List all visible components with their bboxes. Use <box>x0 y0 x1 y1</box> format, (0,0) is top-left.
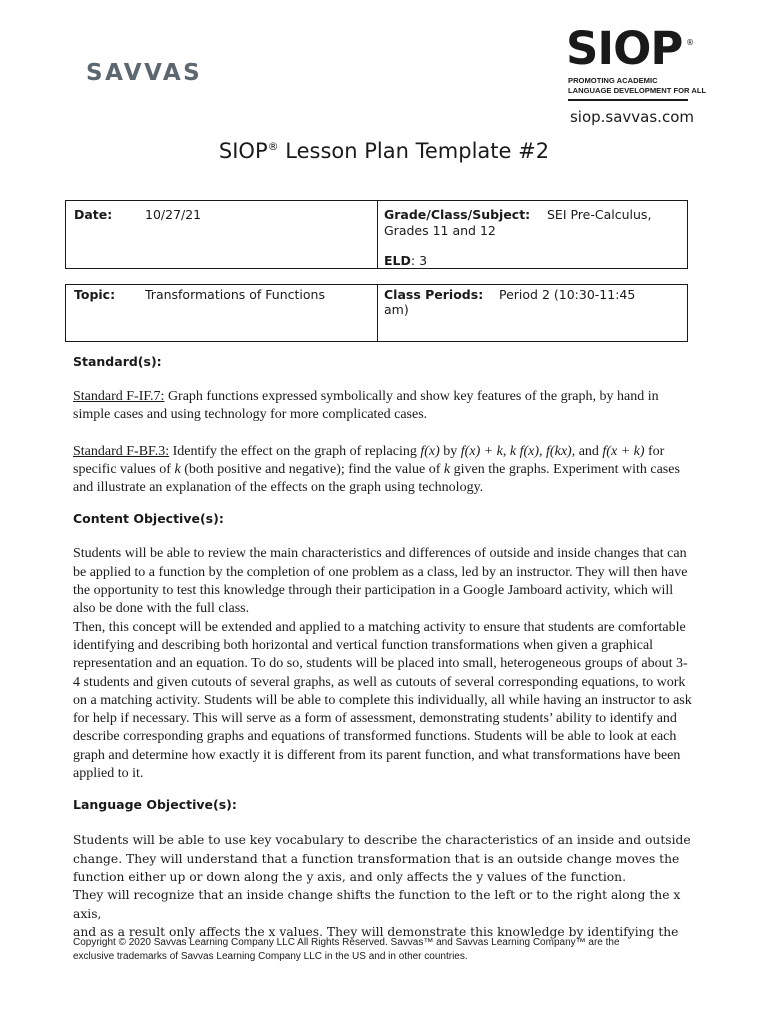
standard-f-if-7-text: Graph functions expressed symbolically and show key features of the graph, by hand in simple cases and using technology for more complicated cases. <box>73 389 659 423</box>
math-f-x: f(x) <box>420 443 440 459</box>
language-objective-paragraph-1 <box>73 831 693 886</box>
box-divider <box>377 201 378 268</box>
math-k-f-x: k f(x) <box>509 443 540 459</box>
siop-tagline-line-1: PROMOTING ACADEMIC <box>568 76 658 85</box>
title-siop: SIOP <box>218 139 268 163</box>
lang-line-1: Students will be able to use key vocabulary to describe the characteristics of an inside and outside <box>73 833 691 848</box>
language-objective-paragraph-2 <box>73 886 693 941</box>
siop-tagline-rule <box>568 99 688 101</box>
eld-label: ELD <box>384 253 411 268</box>
copyright-line-1: Copyright © 2020 Savvas Learning Company LLC All Rights Reserved. Savvas™ and Savvas Learning Company™ are the <box>73 937 620 948</box>
siop-logo-reg-mark: ® <box>686 38 694 47</box>
copyright-line-2: exclusive trademarks of Savvas Learning Company LLC in the US and in other countries. <box>73 950 468 962</box>
lang-line-3: function either up or down along the y axis, and only affects the y values of the function. <box>73 869 626 884</box>
lang-line-4: They will recognize that an inside change shifts the function to the left or to the right along the x axis, <box>73 888 681 921</box>
title-reg-mark: ® <box>267 140 279 153</box>
math-separator-1: , <box>502 443 510 459</box>
periods-label: Class Periods: <box>384 287 484 302</box>
language-objectives-heading: Language Objective(s): <box>73 797 237 813</box>
grade-label: Grade/Class/Subject: <box>384 207 531 222</box>
periods-value-line1: Period 2 (10:30-11:45 <box>499 287 636 302</box>
math-k-2: k <box>443 461 451 477</box>
eld-value: : 3 <box>410 253 428 268</box>
lesson-info-box <box>65 200 688 269</box>
standard-f-bf-3-text-2: by <box>439 443 461 459</box>
lang-line-5: and as a result only affects the x values. They will demonstrate this knowledge by identifying the <box>73 924 679 939</box>
standard-f-bf-3 <box>73 443 693 498</box>
siop-url[interactable]: siop.savvas.com <box>569 108 694 126</box>
standard-f-bf-3-text-1: Identify the effect on the graph of replacing <box>169 443 421 459</box>
math-f-kx: f(kx) <box>546 443 572 459</box>
page-title <box>0 139 768 163</box>
siop-tagline-line-2: LANGUAGE DEVELOPMENT FOR ALL <box>568 86 707 95</box>
topic-label: Topic: <box>74 287 116 302</box>
grade-value-line1: SEI Pre-Calculus, <box>547 207 652 222</box>
date-label: Date: <box>74 207 113 222</box>
math-f-x-plus-k-inner: f(x + k) <box>602 443 645 459</box>
siop-logo-word: SIOP <box>566 22 683 75</box>
standard-f-bf-3-text-3: , and <box>571 443 603 459</box>
standard-f-bf-3-text-5: (both positive and negative); find the value of <box>180 461 444 477</box>
standard-f-bf-3-label: Standard F-BF.3: <box>73 443 170 459</box>
siop-tagline <box>568 76 707 96</box>
content-objective-paragraph-2: Then, this concept will be extended and applied to a matching activity to ensure that students are comfortable identifying and describing both horizontal and vertical function transformations when given a graphical representation and an equation. To do so, students will be placed into small, heterogeneous groups of about 3-4 students and given cutouts of several graphs, as well as cutouts of several corresponding equations, to work on a matching activity. Students will be able to complete this individually, all while having an instructor to ask for help if necessary. This will serve as a form of assessment, demonstrating students’ ability to identify and describe corresponding graphs and equations of transformed functions. Students will be able to look at each graph and determine how exactly it is different from its parent function, and what transformations have been applied to it. <box>73 619 692 782</box>
lang-line-2: change. They will understand that a function transformation that is an outside change moves the <box>73 851 680 866</box>
box-divider <box>377 285 378 341</box>
periods-value-line2: am) <box>384 302 409 317</box>
math-k-1: k <box>174 461 181 477</box>
copyright-footer <box>73 936 713 963</box>
lesson-content <box>73 354 693 941</box>
eld-level <box>384 253 427 268</box>
content-objectives-heading: Content Objective(s): <box>73 511 224 527</box>
grade-value-line2: Grades 11 and 12 <box>384 223 496 238</box>
math-separator-2: , <box>539 443 547 459</box>
standard-f-if-7 <box>73 388 693 425</box>
topic-value: Transformations of Functions <box>145 287 325 302</box>
content-objective-paragraph-1: Students will be able to review the main characteristics and differences of outside and inside changes that can be applied to a function by the completion of one problem as a class, led by an instructor. They will then have the opportunity to test this knowledge through their participation in a Google Jamboard activity, which will also be done with the full class. <box>73 546 688 617</box>
siop-logo <box>566 22 707 104</box>
standard-f-bf-3-text-6: given the graphs. Experiment with cases and illustrate an explanation of the effects on the graph using technology. <box>73 461 680 496</box>
date-value: 10/27/21 <box>145 207 202 222</box>
standard-f-if-7-label: Standard F-IF.7: <box>73 389 165 404</box>
standards-heading: Standard(s): <box>73 354 162 369</box>
standard-f-bf-3-text-4: for specific values of <box>73 443 665 477</box>
lesson-topic-box <box>65 284 688 342</box>
title-rest: Lesson Plan Template #2 <box>278 139 550 163</box>
savvas-logo: SAVVAS <box>86 60 203 86</box>
math-f-x-plus-k: f(x) + k <box>460 443 503 459</box>
